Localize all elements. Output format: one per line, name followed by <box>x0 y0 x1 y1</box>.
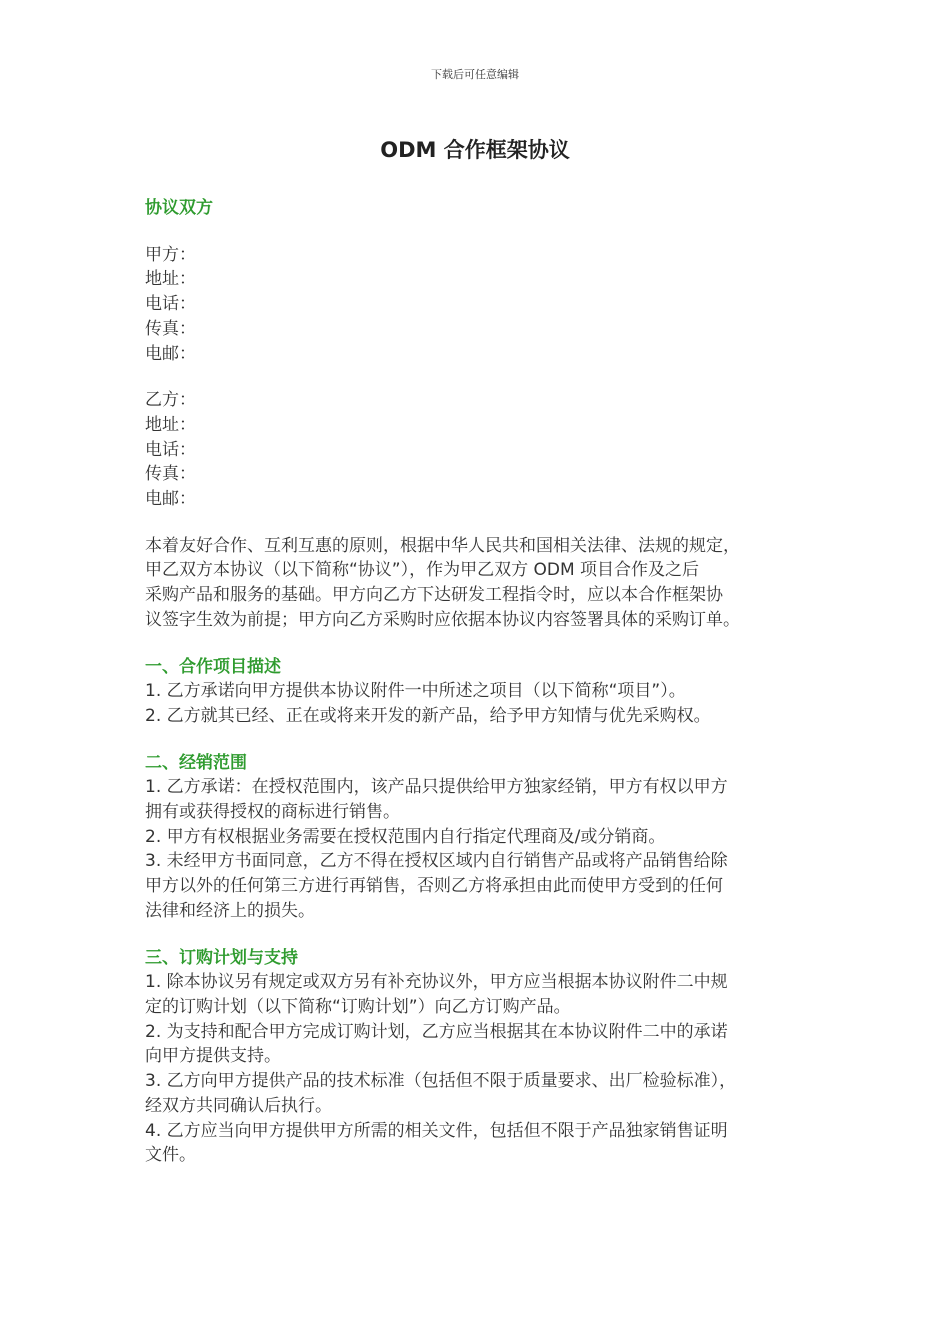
section-line: 1. 乙方承诺：在授权范围内，该产品只提供给甲方独家经销，甲方有权以甲方 <box>145 777 728 798</box>
section-line: 向甲方提供支持。 <box>145 1046 281 1067</box>
section-heading: 三、订购计划与支持 <box>145 947 298 968</box>
party-b-phone-label: 电话： <box>145 439 196 460</box>
intro-line: 本着友好合作、互利互惠的原则，根据中华人民共和国相关法律、法规的规定， <box>145 535 740 556</box>
party-b-name-label: 乙方： <box>145 390 196 411</box>
page-header-note: 下载后可任意编辑 <box>431 68 519 81</box>
party-a-email-label: 电邮： <box>145 343 196 364</box>
party-b-fax-label: 传真： <box>145 464 196 485</box>
section-cooperation-project <box>145 655 815 729</box>
intro-line: 甲乙双方本协议（以下简称“协议”），作为甲乙双方 ODM 项目合作及之后 <box>145 560 700 581</box>
document-body <box>145 196 815 1168</box>
section-line: 2. 乙方就其已经、正在或将来开发的新产品，给予甲方知情与优先采购权。 <box>145 705 711 726</box>
party-b-email-label: 电邮： <box>145 489 196 510</box>
document-title: ODM 合作框架协议 <box>380 138 570 162</box>
section-line: 经双方共同确认后执行。 <box>145 1095 332 1116</box>
section-line: 3. 乙方向甲方提供产品的技术标准（包括但不限于质量要求、出厂检验标准）， <box>145 1071 737 1092</box>
section-heading: 二、经销范围 <box>145 752 247 773</box>
section-line: 4. 乙方应当向甲方提供甲方所需的相关文件，包括但不限于产品独家销售证明 <box>145 1120 728 1141</box>
party-a-fax-label: 传真： <box>145 318 196 339</box>
section-line: 法律和经济上的损失。 <box>145 900 315 921</box>
section-line: 2. 为支持和配合甲方完成订购计划，乙方应当根据其在本协议附件二中的承诺 <box>145 1021 728 1042</box>
section-line: 拥有或获得授权的商标进行销售。 <box>145 802 400 823</box>
party-a-block <box>145 243 815 367</box>
section-line: 3. 未经甲方书面同意，乙方不得在授权区域内自行销售产品或将产品销售给除 <box>145 851 728 872</box>
section-line: 2. 甲方有权根据业务需要在授权范围内自行指定代理商及/或分销商。 <box>145 826 666 847</box>
section-distribution-scope <box>145 751 815 924</box>
party-a-phone-label: 电话： <box>145 294 196 315</box>
party-b-block <box>145 388 815 512</box>
section-line: 1. 除本协议另有规定或双方另有补充协议外，甲方应当根据本协议附件二中规 <box>145 972 728 993</box>
section-line: 定的订购计划（以下简称“订购计划”）向乙方订购产品。 <box>145 996 571 1017</box>
section-heading: 一、合作项目描述 <box>145 656 281 677</box>
section-order-plan-support <box>145 946 815 1168</box>
intro-line: 采购产品和服务的基础。甲方向乙方下达研发工程指令时，应以本合作框架协 <box>145 585 723 606</box>
party-a-address-label: 地址： <box>145 269 196 290</box>
parties-heading: 协议双方 <box>145 198 213 218</box>
section-line: 甲方以外的任何第三方进行再销售，否则乙方将承担由此而使甲方受到的任何 <box>145 876 723 897</box>
party-b-address-label: 地址： <box>145 414 196 435</box>
intro-paragraph <box>145 534 815 633</box>
section-line: 1. 乙方承诺向甲方提供本协议附件一中所述之项目（以下简称“项目”）。 <box>145 681 686 702</box>
intro-line: 议签字生效为前提；甲方向乙方采购时应依据本协议内容签署具体的采购订单。 <box>145 609 740 630</box>
section-line: 文件。 <box>145 1145 196 1166</box>
party-a-name-label: 甲方： <box>145 244 196 265</box>
